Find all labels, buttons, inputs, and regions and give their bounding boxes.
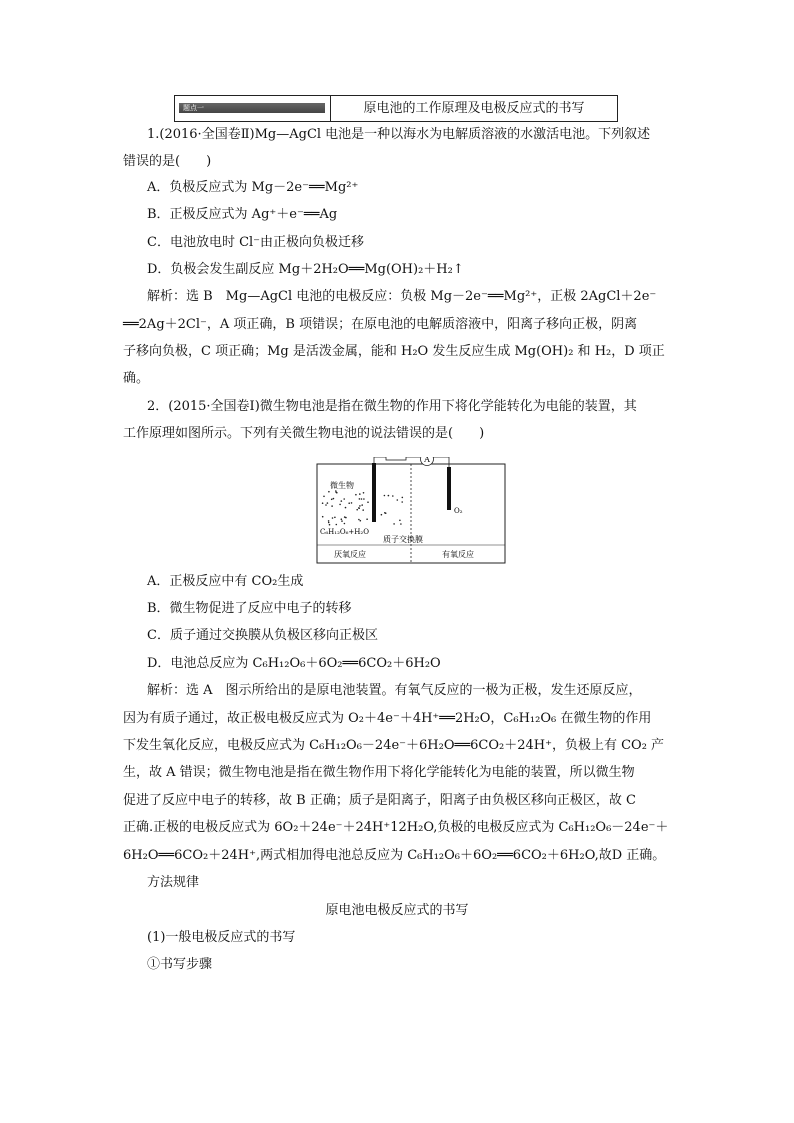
q1-option-a: A．负极反应式为 Mg－2e⁻══Mg²⁺ bbox=[147, 180, 359, 195]
microbe-dot bbox=[400, 523, 402, 525]
topic-tag-label: 题点一 bbox=[183, 104, 204, 112]
q2-analysis-line5: 促进了反应中电子的转移，故 B 正确；质子是阳离子，阳离子由负极区移向正极区，故 C bbox=[123, 793, 636, 808]
q2-option-b: B．微生物促进了反应中电子的转移 bbox=[147, 601, 352, 616]
microbe-dot bbox=[335, 490, 337, 492]
microbe-dot bbox=[381, 514, 383, 516]
microbe-dots bbox=[322, 490, 403, 525]
microbe-dot bbox=[331, 499, 333, 501]
method-item-1: (1)一般电极反应式的书写 bbox=[147, 930, 296, 945]
microbe-dot bbox=[343, 498, 345, 500]
q2-analysis-line2: 因为有质子通过，故正极电极反应式为 O₂＋4e⁻＋4H⁺══2H₂O，C₆H₁₂O₆ 在微生物的作用 bbox=[123, 711, 652, 726]
microbe-dot bbox=[327, 502, 329, 504]
q1-analysis-line3: 子移向负极，C 项正确；Mg 是活泼金属，能和 H₂O 发生反应生成 Mg(OH)₂ 和 H₂，D 项正 bbox=[123, 344, 665, 359]
q1-stem-line1: 1.(2016·全国卷Ⅱ)Mg—AgCl 电池是一种以海水为电解质溶液的水激活电池。下列叙述 bbox=[147, 127, 651, 142]
microbe-dot bbox=[341, 518, 343, 520]
microbe-dot bbox=[344, 516, 346, 518]
microbe-dot bbox=[397, 499, 399, 501]
microbial-cell-diagram bbox=[316, 457, 506, 564]
q1-option-b: B．正极反应式为 Ag⁺＋e⁻══Ag bbox=[147, 207, 338, 222]
q1-option-d: D．负极会发生副反应 Mg＋2H₂O══Mg(OH)₂＋H₂↑ bbox=[147, 262, 464, 277]
microbe-dot bbox=[399, 520, 401, 522]
microbe-dot bbox=[359, 498, 361, 500]
cathode-electrode bbox=[447, 467, 451, 510]
q2-analysis-line7: 6H₂O══6CO₂＋24H⁺,两式相加得电池总反应为 C₆H₁₂O₆＋6O₂══6CO₂＋6H₂O,故D 正确。 bbox=[123, 848, 666, 863]
microbe-dot bbox=[361, 498, 363, 500]
microbe-dot bbox=[325, 504, 327, 506]
q1-analysis-line1: 解析：选 B Mg—AgCl 电池的电极反应：负极 Mg－2e⁻══Mg²⁺，正极 2AgCl＋2e⁻ bbox=[147, 289, 657, 304]
microbe-dot bbox=[355, 494, 357, 496]
method-label: 方法规律 bbox=[147, 875, 200, 890]
microbe-dot bbox=[341, 520, 343, 522]
microbe-dot bbox=[328, 520, 330, 522]
q1-analysis-line4: 确。 bbox=[123, 371, 150, 386]
o2-label: O₂ bbox=[454, 507, 463, 515]
q2-stem-line1: 2．(2015·全国卷Ⅰ)微生物电池是指在微生物的作用下将化学能转化为电能的装置，其 bbox=[147, 399, 637, 414]
anode-electrode bbox=[372, 463, 376, 522]
microbe-dot bbox=[351, 502, 353, 504]
q2-option-a: A．正极反应中有 CO₂生成 bbox=[147, 574, 304, 589]
q2-analysis-line3: 下发生氧化反应，电极反应式为 C₆H₁₂O₆－24e⁻＋6H₂O══6CO₂＋24H⁺，负极上有 CO₂ 产 bbox=[123, 738, 665, 753]
reactant-label: C₆H₁₂O₆+H₂O bbox=[320, 528, 369, 536]
microbe-dot bbox=[322, 502, 324, 504]
q1-stem-line2: 错误的是( ) bbox=[123, 154, 212, 169]
microbe-dot bbox=[363, 498, 365, 500]
microbe-label: 微生物 bbox=[330, 481, 354, 490]
microbe-dot bbox=[333, 498, 335, 500]
microbe-dot bbox=[359, 505, 361, 507]
microbe-dot bbox=[341, 500, 343, 502]
microbe-dot bbox=[388, 495, 390, 497]
microbe-dot bbox=[356, 509, 358, 511]
microbe-dot bbox=[384, 512, 386, 514]
microbe-dot bbox=[323, 496, 325, 498]
microbe-dot bbox=[344, 523, 346, 525]
microbe-dot bbox=[334, 517, 336, 519]
microbe-dot bbox=[392, 495, 394, 497]
microbe-dot bbox=[362, 509, 364, 511]
microbe-dot bbox=[367, 501, 369, 503]
microbe-dot bbox=[402, 497, 404, 499]
topic-header bbox=[174, 95, 618, 122]
q2-option-d: D．电池总反应为 C₆H₁₂O₆＋6O₂══6CO₂＋6H₂O bbox=[147, 656, 441, 671]
microbe-dot bbox=[339, 504, 341, 506]
method-title: 原电池电极反应式的书写 bbox=[325, 903, 469, 918]
microbe-dot bbox=[363, 492, 365, 494]
microbe-dot bbox=[328, 491, 330, 493]
microbe-dot bbox=[336, 524, 338, 526]
microbe-dot bbox=[401, 501, 403, 503]
microbe-dot bbox=[345, 507, 347, 509]
microbe-dot bbox=[358, 507, 360, 509]
microbe-dot bbox=[329, 524, 331, 526]
anaerobic-zone-label: 厌氧反应 bbox=[334, 550, 366, 559]
q1-option-c: C．电池放电时 Cl⁻由正极向负极迁移 bbox=[147, 235, 365, 250]
microbe-dot bbox=[359, 493, 361, 495]
microbe-dot bbox=[331, 505, 333, 507]
membrane-label: 质子交换膜 bbox=[383, 535, 423, 544]
microbe-dot bbox=[328, 522, 330, 524]
topic-tag bbox=[175, 96, 331, 121]
microbe-dot bbox=[332, 517, 334, 519]
microbe-dot bbox=[322, 516, 324, 518]
microbe-dot bbox=[348, 502, 350, 504]
topic-title: 原电池的工作原理及电极反应式的书写 bbox=[363, 101, 585, 116]
q1-analysis-line2: ══2Ag＋2Cl⁻，A 项正确，B 项错误；在原电池的电解质溶液中，阳离子移向正极，阴离 bbox=[123, 317, 638, 332]
q2-analysis-line1: 解析：选 A 图示所给出的是原电池装置。有氧气反应的一极为正极，发生还原反应， bbox=[147, 683, 642, 698]
q2-stem-line2: 工作原理如图所示。下列有关微生物电池的说法错误的是( ) bbox=[123, 426, 485, 441]
method-item-2: ①书写步骤 bbox=[147, 957, 213, 972]
microbe-dot bbox=[360, 520, 362, 522]
microbe-dot bbox=[358, 519, 360, 521]
microbe-dot bbox=[384, 495, 386, 497]
microbe-dot bbox=[366, 518, 368, 520]
resistor bbox=[386, 457, 406, 460]
q2-option-c: C．质子通过交换膜从负极区移向正极区 bbox=[147, 628, 378, 643]
aerobic-zone-label: 有氧反应 bbox=[442, 550, 474, 559]
microbe-dot bbox=[361, 504, 363, 506]
microbe-dot bbox=[393, 523, 395, 525]
q2-analysis-line4: 生，故 A 错误；微生物电池是指在微生物作用下将化学能转化为电能的装置，所以微生物 bbox=[123, 765, 635, 780]
ammeter-label: A bbox=[424, 457, 430, 464]
q2-analysis-line6: 正确.正极的电极反应式为 6O₂＋24e⁻＋24H⁺12H₂O,负极的电极反应式为 C₆H₁₂O₆－24e⁻＋ bbox=[123, 820, 669, 835]
